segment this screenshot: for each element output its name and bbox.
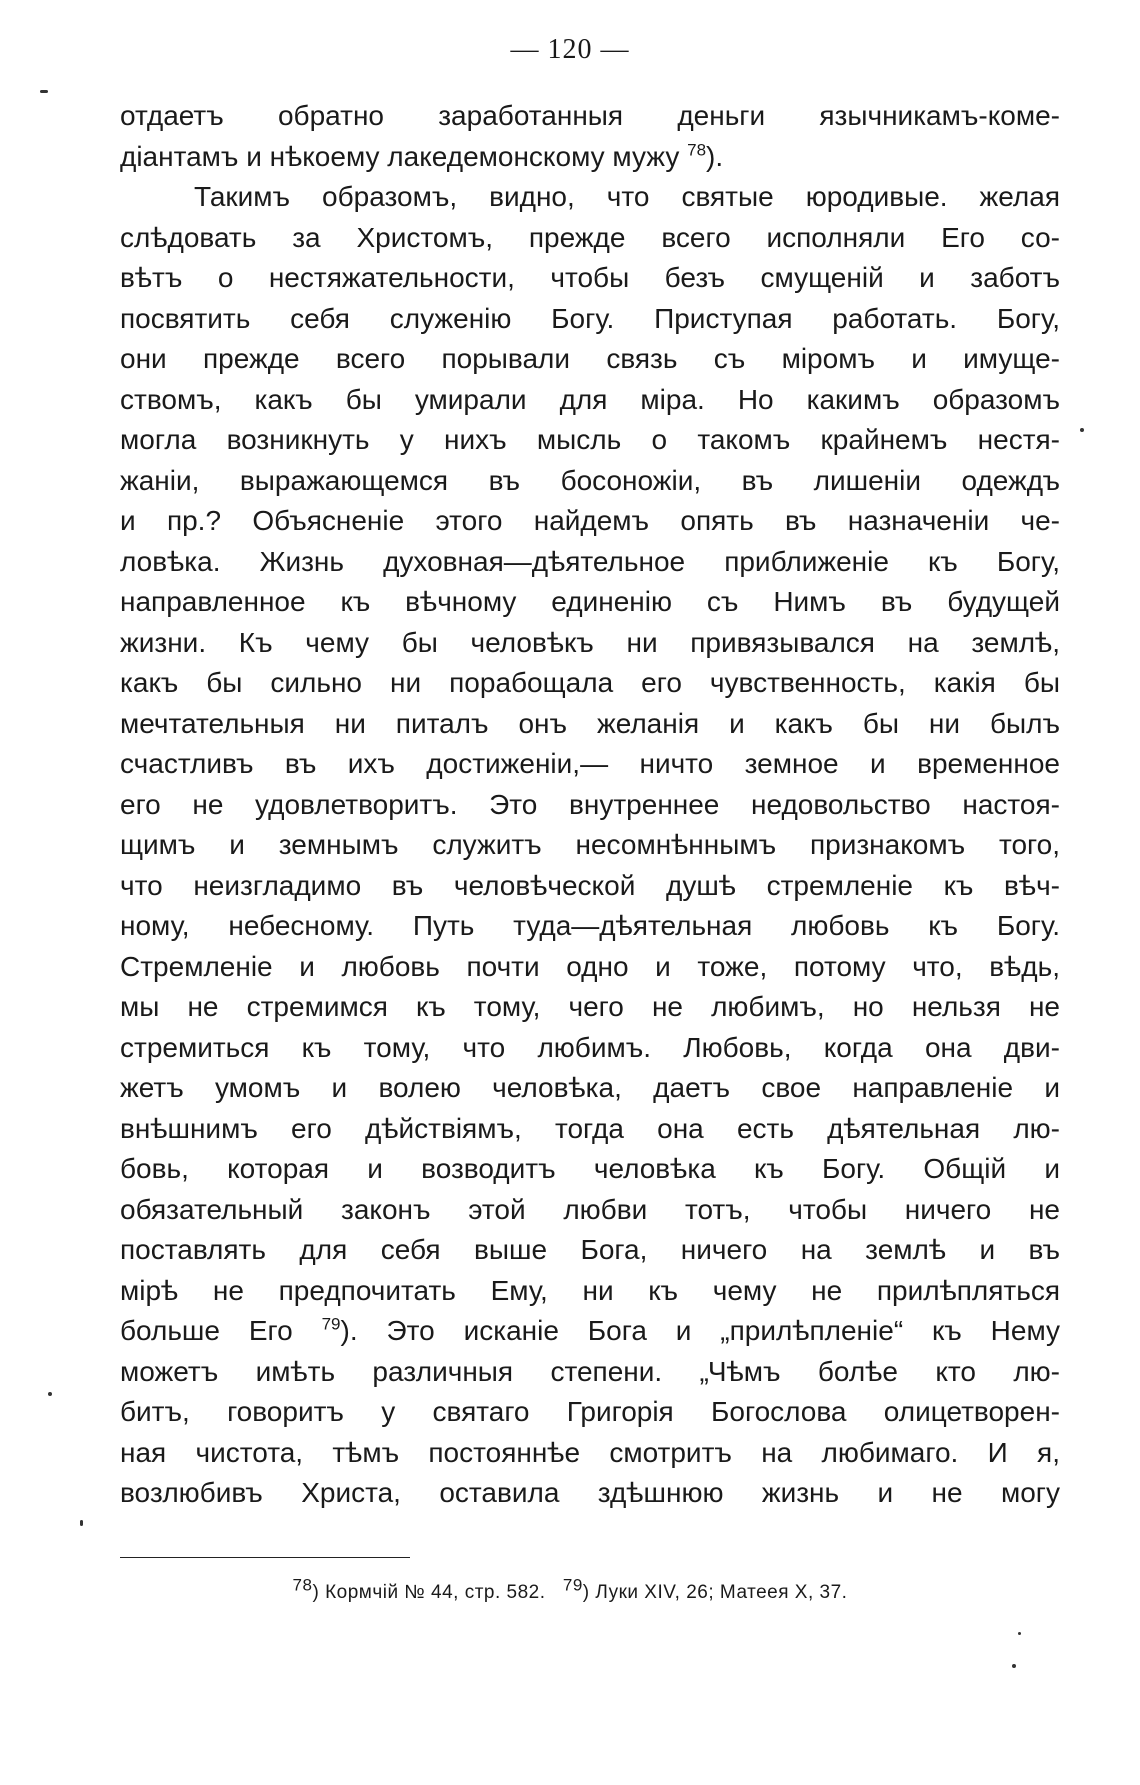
scan-speck bbox=[1012, 1664, 1016, 1668]
text-line: стремиться къ тому, что любимъ. Любовь, когда она дви- bbox=[120, 1031, 1060, 1063]
text-line: какъ бы сильно ни порабощала его чувственность, какія бы bbox=[120, 667, 1060, 698]
text-line-tail: ). bbox=[706, 140, 724, 172]
text-line: Стремленіе и любовь почти одно и тоже, потому что, вѣдь, bbox=[120, 950, 1060, 982]
page-number: — 120 — bbox=[510, 34, 630, 65]
footnotes bbox=[0, 1575, 1140, 1604]
text-line: обязательный законъ этой любви тотъ, чтобы ничего не bbox=[120, 1193, 1060, 1225]
text-line: мірѣ не предпочитать Ему, ни къ чему не прилѣпляться bbox=[120, 1274, 1060, 1306]
text-line: ная чистота, тѣмъ постояннѣе смотритъ на любимаго. И я, bbox=[120, 1436, 1060, 1468]
text-line: ловѣка. Жизнь духовная—дѣятельное приближеніе къ Богу, bbox=[120, 545, 1060, 577]
footnote-ref[interactable]: 78 bbox=[687, 140, 707, 160]
footnote-79: ) Луки XIV, 26; Матеея X, 37. bbox=[582, 1582, 848, 1603]
text-line: его не удовлетворитъ. Это внутреннее недовольство настоя- bbox=[120, 788, 1060, 820]
text-line: вѣтъ о нестяжательности, чтобы безъ смущеній и заботъ bbox=[120, 262, 1060, 293]
text-line: и пр.? Объясненіе этого найдемъ опять въ назначеніи че- bbox=[120, 505, 1060, 536]
text-line-tail: ). Это исканіе Бога и „прилѣпленіе“ къ Нему bbox=[340, 1315, 1061, 1346]
text-line: поставлять для себя выше Бога, ничего на землѣ и въ bbox=[120, 1234, 1060, 1265]
text-line: Такимъ образомъ, видно, что святые юродивые. желая bbox=[194, 181, 1060, 212]
footnote-mark: 79 bbox=[562, 1575, 583, 1595]
text-line: мечтательныя ни питалъ онъ желанія и какъ бы ни былъ bbox=[120, 707, 1060, 739]
text-line: внѣшнимъ его дѣйствіямъ, тогда она есть дѣятельная лю- bbox=[120, 1112, 1060, 1144]
text-line: жетъ умомъ и волею человѣка, даетъ свое направленіе и bbox=[120, 1072, 1060, 1103]
text-line: ному, небесному. Путь туда—дѣятельная любовь къ Богу. bbox=[120, 910, 1060, 941]
text-line: жизни. Къ чему бы человѣкъ ни привязывался на землѣ, bbox=[120, 626, 1060, 658]
text-line: что неизгладимо въ человѣческой душѣ стремленіе къ вѣч- bbox=[120, 869, 1060, 901]
text-line: счастливъ въ ихъ достиженіи,— ничто земное и временное bbox=[120, 748, 1060, 779]
text-line: могла возникнуть у нихъ мысль о такомъ крайнемъ нестя- bbox=[120, 424, 1060, 455]
text-line: мы не стремимся къ тому, чего не любимъ, но нельзя не bbox=[120, 991, 1060, 1022]
text-line-content: діантамъ и нѣкоему лакедемонскому мужу bbox=[120, 140, 680, 172]
scan-speck bbox=[1018, 1632, 1021, 1635]
body-text bbox=[120, 96, 1060, 1514]
scan-speck bbox=[48, 1392, 52, 1396]
text-line-content: больше Его bbox=[120, 1315, 293, 1346]
scan-speck bbox=[40, 90, 48, 93]
text-line bbox=[120, 137, 1060, 178]
footnote-ref[interactable]: 79 bbox=[321, 1314, 341, 1334]
text-line: бовь, которая и возводитъ человѣка къ Богу. Общій и bbox=[120, 1153, 1060, 1184]
text-line: они прежде всего порывали связь съ міромъ и имуще- bbox=[120, 343, 1060, 374]
text-line: ствомъ, какъ бы умирали для міра. Но какимъ образомъ bbox=[120, 383, 1060, 415]
text-line: битъ, говоритъ у святаго Григорія Богослова олицетворен- bbox=[120, 1396, 1060, 1427]
footnote-mark: 78 bbox=[292, 1575, 313, 1595]
text-line: можетъ имѣть различныя степени. „Чѣмъ болѣе кто лю- bbox=[120, 1355, 1060, 1387]
footnote-divider bbox=[120, 1557, 410, 1558]
text-line: слѣдовать за Христомъ, прежде всего исполняли Его со- bbox=[120, 221, 1060, 253]
text-line: жаніи, выражающемся въ босоножіи, въ лишеніи одеждъ bbox=[120, 464, 1060, 496]
text-line: отдаетъ обратно заработанныя деньги язычникамъ-коме- bbox=[120, 100, 1060, 131]
text-line: посвятить себя служенію Богу. Приступая работать. Богу, bbox=[120, 302, 1060, 334]
text-line bbox=[120, 1311, 1060, 1352]
scan-speck bbox=[1080, 428, 1084, 432]
scan-speck bbox=[80, 1520, 83, 1526]
text-line: направленное къ вѣчному единенію съ Нимъ въ будущей bbox=[120, 586, 1060, 617]
text-line: возлюбивъ Христа, оставила здѣшнюю жизнь и не могу bbox=[120, 1477, 1060, 1508]
text-line: щимъ и земнымъ служитъ несомнѣннымъ признакомъ того, bbox=[120, 829, 1060, 860]
footnote-78: ) Кормчій № 44, стр. 582. bbox=[312, 1582, 546, 1603]
